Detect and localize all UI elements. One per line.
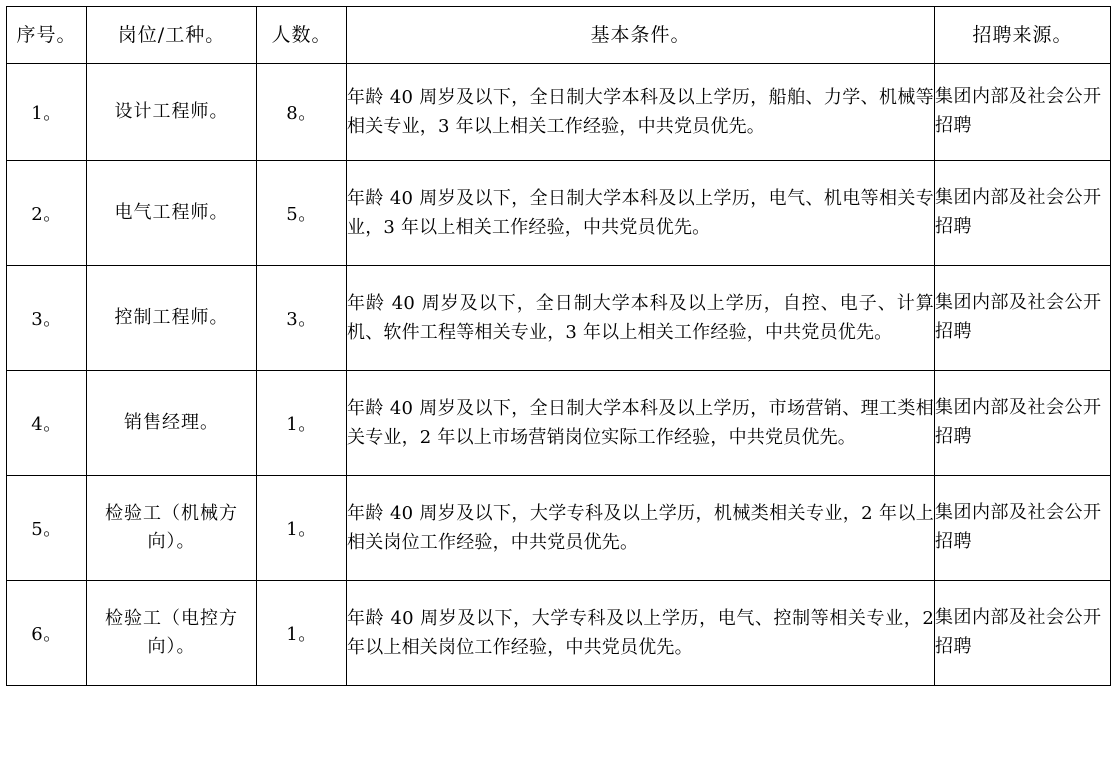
row-no: 1。 (7, 64, 87, 161)
row-conditions: 年龄 40 周岁及以下，大学专科及以上学历，电气、控制等相关专业，2 年以上相关岗位工作经验，中共党员优先。 (347, 581, 935, 686)
row-conditions: 年龄 40 周岁及以下，全日制大学本科及以上学历，自控、电子、计算机、软件工程等相关专业，3 年以上相关工作经验，中共党员优先。 (347, 266, 935, 371)
row-no: 5。 (7, 476, 87, 581)
column-header-post (87, 7, 257, 64)
row-no: 2。 (7, 161, 87, 266)
recruitment-table (6, 6, 1111, 686)
row-conditions: 年龄 40 周岁及以下，全日制大学本科及以上学历，市场营销、理工类相关专业，2 年以上市场营销岗位实际工作经验，中共党员优先。 (347, 371, 935, 476)
table-row (7, 161, 1111, 266)
row-conditions: 年龄 40 周岁及以下，全日制大学本科及以上学历，电气、机电等相关专业，3 年以上相关工作经验，中共党员优先。 (347, 161, 935, 266)
row-count: 1。 (257, 581, 347, 686)
row-conditions: 年龄 40 周岁及以下，大学专科及以上学历，机械类相关专业，2 年以上相关岗位工作经验，中共党员优先。 (347, 476, 935, 581)
row-count: 3。 (257, 266, 347, 371)
row-post: 检验工（机械方向）。 (87, 476, 257, 581)
row-count: 8。 (257, 64, 347, 161)
table-body (7, 64, 1111, 686)
row-count: 1。 (257, 476, 347, 581)
row-count: 5。 (257, 161, 347, 266)
row-no: 4。 (7, 371, 87, 476)
row-post: 销售经理。 (87, 371, 257, 476)
column-header-count-label: 人数。 (271, 23, 332, 46)
row-post: 控制工程师。 (87, 266, 257, 371)
row-post: 设计工程师。 (87, 64, 257, 161)
row-source: 集团内部及社会公开招聘 (935, 581, 1111, 686)
table-header-row (7, 7, 1111, 64)
row-source: 集团内部及社会公开招聘 (935, 64, 1111, 161)
table-row (7, 476, 1111, 581)
column-header-no-label: 序号。 (16, 23, 77, 46)
row-source: 集团内部及社会公开招聘 (935, 476, 1111, 581)
column-header-post-label: 岗位/工种。 (117, 23, 226, 46)
table-row (7, 266, 1111, 371)
table-row (7, 581, 1111, 686)
row-post: 检验工（电控方向）。 (87, 581, 257, 686)
column-header-count (257, 7, 347, 64)
column-header-no (7, 7, 87, 64)
table-row (7, 64, 1111, 161)
row-no: 6。 (7, 581, 87, 686)
row-post: 电气工程师。 (87, 161, 257, 266)
column-header-source (935, 7, 1111, 64)
table-row (7, 371, 1111, 476)
column-header-conditions (347, 7, 935, 64)
row-source: 集团内部及社会公开招聘 (935, 371, 1111, 476)
row-source: 集团内部及社会公开招聘 (935, 266, 1111, 371)
row-no: 3。 (7, 266, 87, 371)
column-header-source-label: 招聘来源。 (972, 23, 1073, 46)
table-header (7, 7, 1111, 64)
row-source: 集团内部及社会公开招聘 (935, 161, 1111, 266)
column-header-conditions-label: 基本条件。 (590, 23, 691, 46)
row-count: 1。 (257, 371, 347, 476)
row-conditions: 年龄 40 周岁及以下，全日制大学本科及以上学历，船舶、力学、机械等相关专业，3 年以上相关工作经验，中共党员优先。 (347, 64, 935, 161)
